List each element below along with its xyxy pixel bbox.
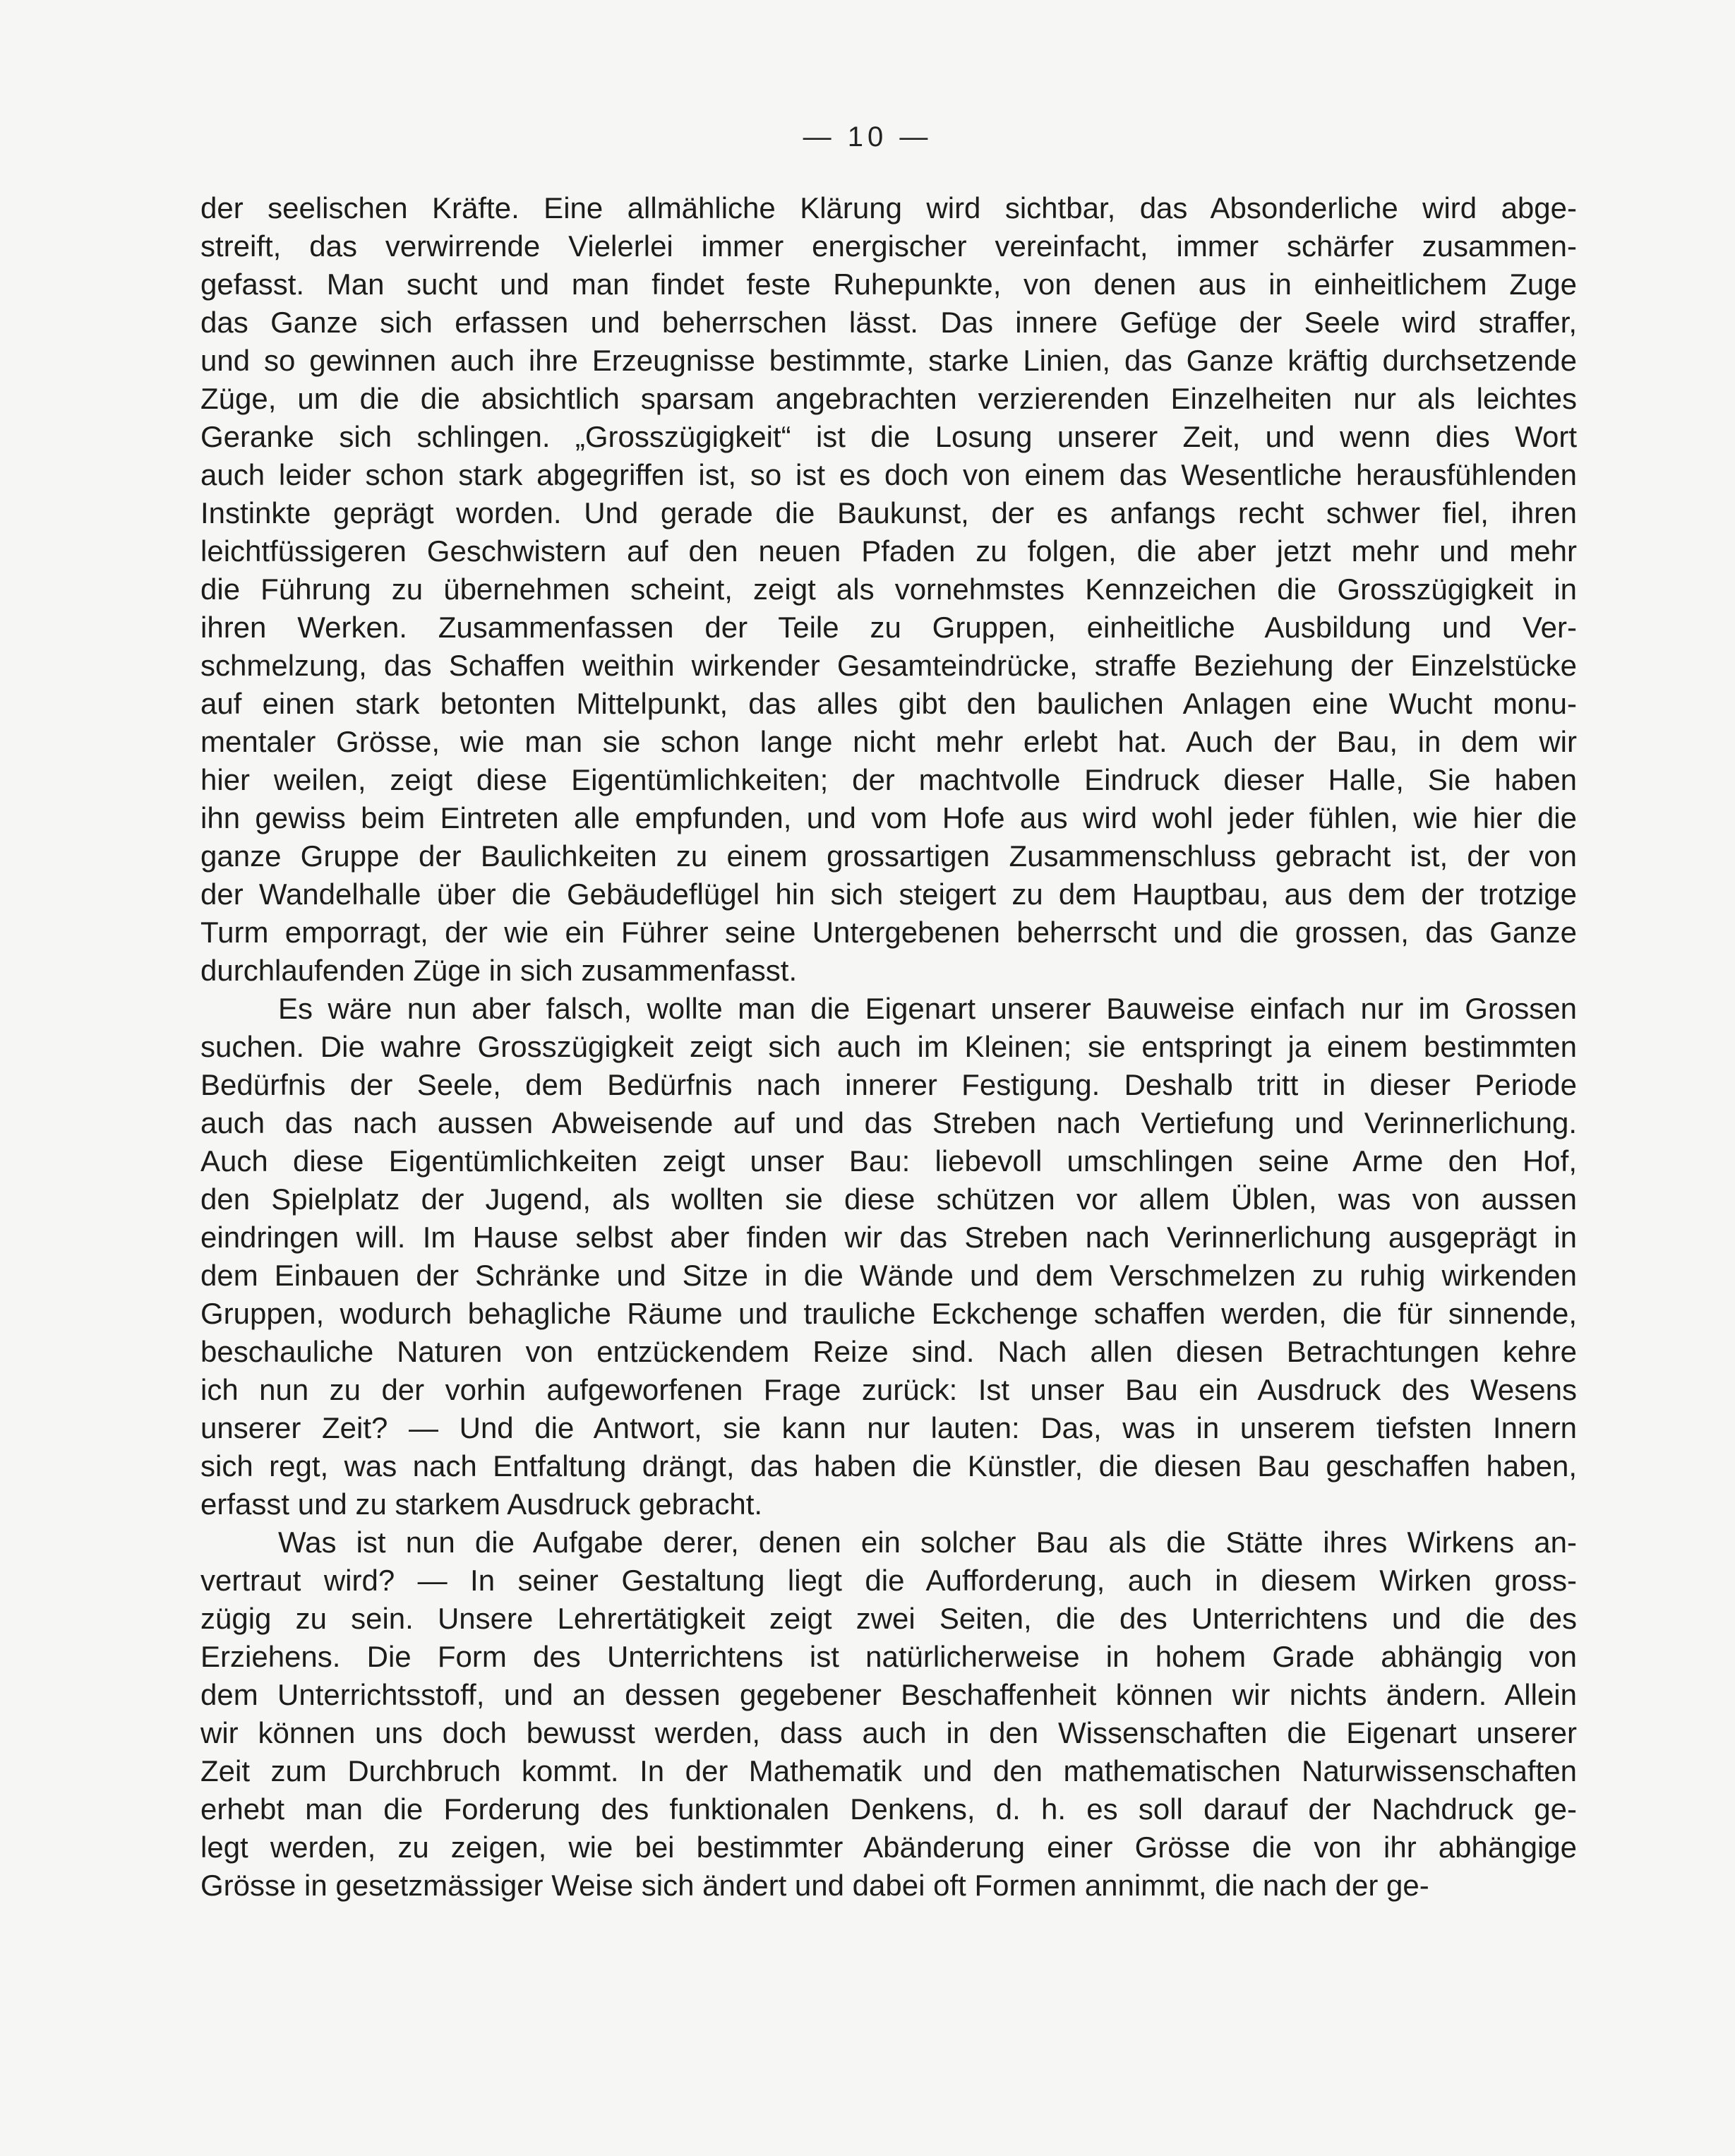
text-line: eindringen will. Im Hause selbst aber finden wir das Streben nach Verinnerlichung ausgeprägt in bbox=[200, 1221, 1577, 1254]
text-line: ganze Gruppe der Baulichkeiten zu einem grossartigen Zusammenschluss gebracht ist, der von bbox=[200, 839, 1577, 873]
text-line: das Ganze sich erfassen und beherrschen lässt. Das innere Gefüge der Seele wird straffer, bbox=[200, 306, 1577, 339]
text-line: und so gewinnen auch ihre Erzeugnisse bestimmte, starke Linien, das Ganze kräftig durchsetzende bbox=[200, 344, 1577, 377]
text-line: dem Unterrichtsstoff, und an dessen gegebener Beschaffenheit können wir nichts ändern. Allein bbox=[200, 1678, 1577, 1711]
text-line: dem Einbauen der Schränke und Sitze in die Wände und dem Verschmelzen zu ruhig wirkenden bbox=[200, 1259, 1577, 1292]
text-line: den Spielplatz der Jugend, als wollten sie diese schützen vor allem Üblen, was von aussen bbox=[200, 1182, 1577, 1216]
text-line: Auch diese Eigentümlichkeiten zeigt unser Bau: liebevoll umschlingen seine Arme den Hof, bbox=[200, 1144, 1577, 1178]
text-line: Geranke sich schlingen. „Grosszügigkeit“ ist die Losung unserer Zeit, und wenn dies Wort bbox=[200, 420, 1577, 453]
text-line: vertraut wird? — In seiner Gestaltung liegt die Aufforderung, auch in diesem Wirken gross- bbox=[200, 1564, 1577, 1597]
text-line: ihren Werken. Zusammenfassen der Teile zu Gruppen, einheitliche Ausbildung und Ver- bbox=[200, 611, 1577, 644]
text-line: Erziehens. Die Form des Unterrichtens ist natürlicherweise in hohem Grade abhängig von bbox=[200, 1640, 1577, 1673]
text-line: Es wäre nun aber falsch, wollte man die Eigenart unserer Bauweise einfach nur im Grossen bbox=[278, 992, 1577, 1025]
text-line: erfasst und zu starkem Ausdruck gebracht. bbox=[200, 1487, 763, 1521]
text-line: ihn gewiss beim Eintreten alle empfunden, und vom Hofe aus wird wohl jeder fühlen, wie hier die bbox=[200, 801, 1577, 834]
text-line: unserer Zeit? — Und die Antwort, sie kann nur lauten: Das, was in unserem tiefsten Innern bbox=[200, 1411, 1577, 1444]
text-line: die Führung zu übernehmen scheint, zeigt als vornehmstes Kennzeichen die Grosszügigkeit in bbox=[200, 573, 1577, 606]
text-line: ich nun zu der vorhin aufgeworfenen Frage zurück: Ist unser Bau ein Ausdruck des Wesens bbox=[200, 1373, 1577, 1406]
text-line: gefasst. Man sucht und man findet feste Ruhepunkte, von denen aus in einheitlichem Zuge bbox=[200, 268, 1577, 301]
text-line: auch leider schon stark abgegriffen ist, so ist es doch von einem das Wesentliche herausfühlenden bbox=[200, 458, 1577, 491]
text-line: hier weilen, zeigt diese Eigentümlichkeiten; der machtvolle Eindruck dieser Halle, Sie haben bbox=[200, 763, 1577, 796]
text-line: auf einen stark betonten Mittelpunkt, das alles gibt den baulichen Anlagen eine Wucht monu- bbox=[200, 687, 1577, 720]
text-line: streift, das verwirrende Vielerlei immer energischer vereinfacht, immer schärfer zusammen- bbox=[200, 229, 1577, 263]
body-text bbox=[200, 189, 1577, 1905]
text-line: schmelzung, das Schaffen weithin wirkender Gesamteindrücke, straffe Beziehung der Einzelstücke bbox=[200, 649, 1577, 682]
paragraph bbox=[200, 1523, 1577, 1905]
page-number: — 10 — bbox=[803, 121, 932, 152]
text-line: Turm emporragt, der wie ein Führer seine Untergebenen beherrscht und die grossen, das Ganze bbox=[200, 916, 1577, 949]
text-line: mentaler Grösse, wie man sie schon lange nicht mehr erlebt hat. Auch der Bau, in dem wir bbox=[200, 725, 1577, 758]
text-line: durchlaufenden Züge in sich zusammenfasst. bbox=[200, 954, 798, 987]
text-line: Instinkte geprägt worden. Und gerade die Baukunst, der es anfangs recht schwer fiel, ihren bbox=[200, 496, 1577, 529]
text-line: der Wandelhalle über die Gebäudeflügel hin sich steigert zu dem Hauptbau, aus dem der trotzige bbox=[200, 878, 1577, 911]
paragraph bbox=[200, 990, 1577, 1523]
text-line: Gruppen, wodurch behagliche Räume und trauliche Eckchenge schaffen werden, die für sinnende, bbox=[200, 1297, 1577, 1330]
paragraph bbox=[200, 189, 1577, 990]
text-line: legt werden, zu zeigen, wie bei bestimmter Abänderung einer Grösse die von ihr abhängige bbox=[200, 1831, 1577, 1864]
text-line: beschauliche Naturen von entzückendem Reize sind. Nach allen diesen Betrachtungen kehre bbox=[200, 1335, 1577, 1368]
text-line: auch das nach aussen Abweisende auf und das Streben nach Vertiefung und Verinnerlichung. bbox=[200, 1106, 1577, 1139]
text-line: Bedürfnis der Seele, dem Bedürfnis nach innerer Festigung. Deshalb tritt in dieser Periode bbox=[200, 1068, 1577, 1101]
text-line: Züge, um die die absichtlich sparsam angebrachten verzierenden Einzelheiten nur als leichtes bbox=[200, 382, 1577, 415]
text-line: Zeit zum Durchbruch kommt. In der Mathematik und den mathematischen Naturwissenschaften bbox=[200, 1754, 1577, 1787]
text-line: Grösse in gesetzmässiger Weise sich ändert und dabei oft Formen annimmt, die nach der ge- bbox=[200, 1869, 1429, 1902]
text-line: leichtfüssigeren Geschwistern auf den neuen Pfaden zu folgen, die aber jetzt mehr und mehr bbox=[200, 534, 1577, 568]
text-line: zügig zu sein. Unsere Lehrertätigkeit zeigt zwei Seiten, die des Unterrichtens und die des bbox=[200, 1602, 1577, 1635]
text-line: der seelischen Kräfte. Eine allmähliche Klärung wird sichtbar, das Absonderliche wird abge- bbox=[200, 191, 1577, 224]
text-line: wir können uns doch bewusst werden, dass auch in den Wissenschaften die Eigenart unserer bbox=[200, 1716, 1577, 1749]
text-line: suchen. Die wahre Grosszügigkeit zeigt sich auch im Kleinen; sie entspringt ja einem bestimmten bbox=[200, 1030, 1577, 1063]
text-line: erhebt man die Forderung des funktionalen Denkens, d. h. es soll darauf der Nachdruck ge- bbox=[200, 1792, 1577, 1826]
text-line: sich regt, was nach Entfaltung drängt, das haben die Künstler, die diesen Bau geschaffen haben, bbox=[200, 1449, 1577, 1483]
text-line: Was ist nun die Aufgabe derer, denen ein solcher Bau als die Stätte ihres Wirkens an- bbox=[278, 1526, 1577, 1559]
